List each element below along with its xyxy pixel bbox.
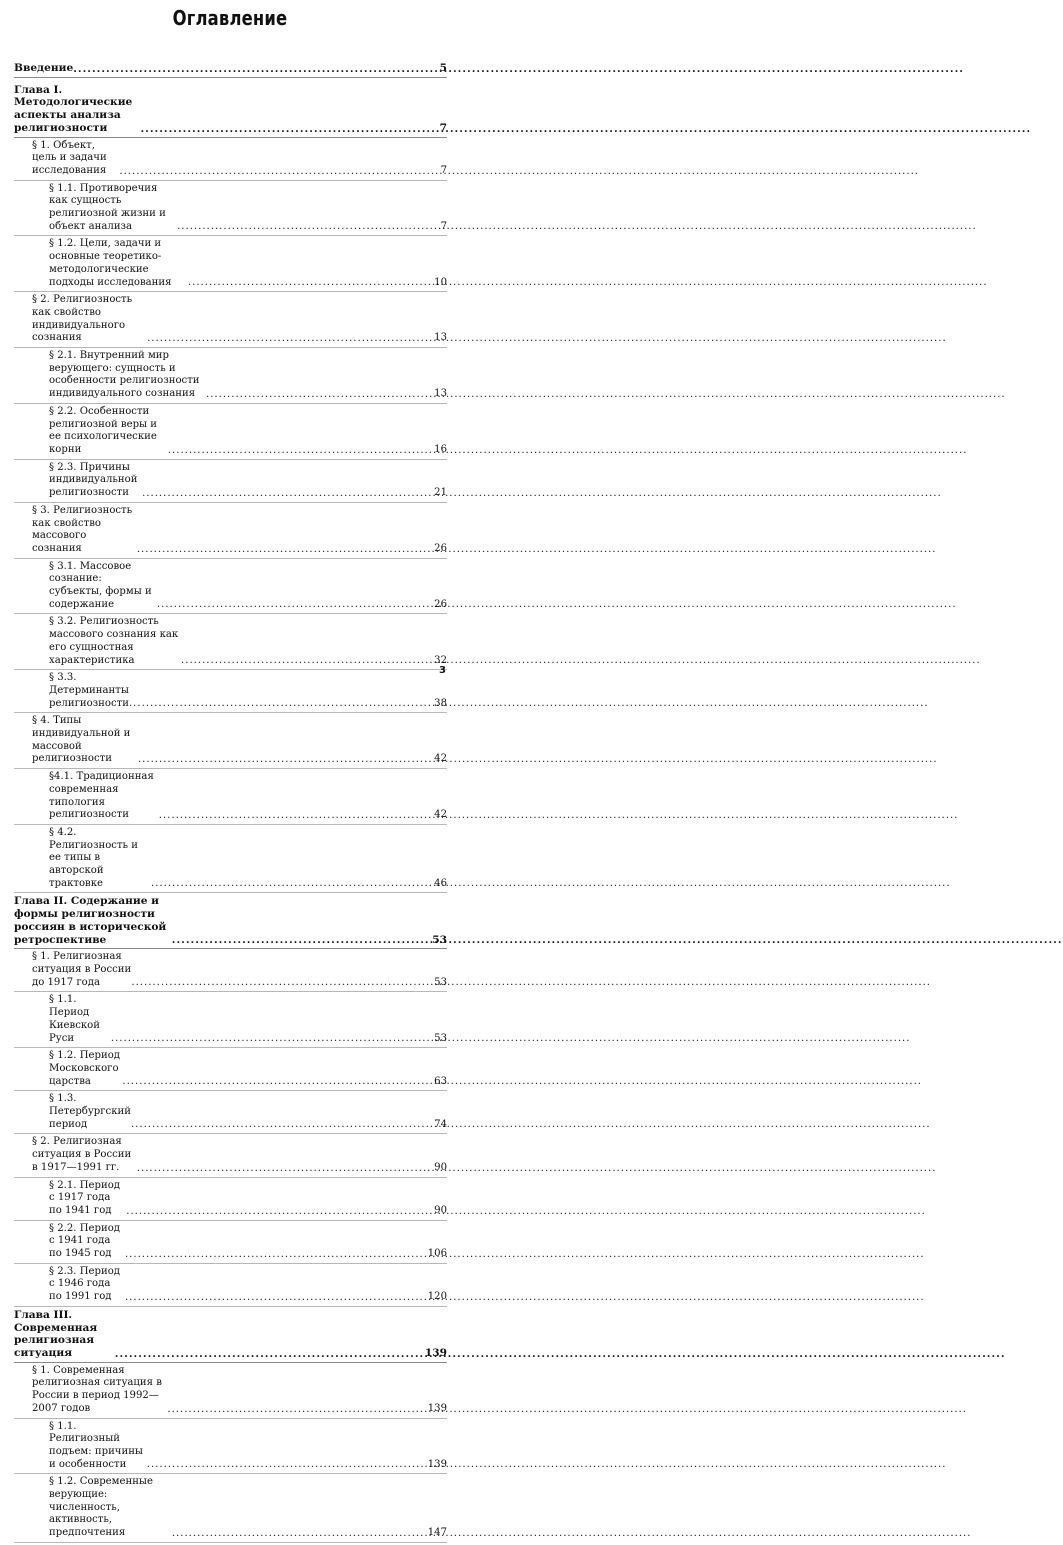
toc-section-entry[interactable] [14, 715, 447, 769]
toc-subsection-entry[interactable] [14, 1093, 447, 1134]
toc-leader-dots [142, 488, 433, 500]
toc-entry-title: § 1.3. Петербургский период [49, 1093, 131, 1130]
toc-leader-dots [167, 1404, 426, 1416]
toc-subsection-entry[interactable] [14, 827, 447, 894]
toc-leader-dots [125, 1292, 427, 1304]
toc-entry-page: 32 [434, 654, 447, 666]
toc-leader-dots [168, 445, 433, 457]
toc-entry-page: 42 [434, 809, 447, 821]
toc-entry-page: 53 [434, 1032, 447, 1044]
toc-entry-page: 5 [439, 62, 447, 74]
toc-leader-dots [119, 166, 439, 178]
table-of-contents [14, 62, 447, 1545]
toc-subsection-entry[interactable] [14, 1223, 447, 1264]
toc-leader-dots [129, 698, 433, 710]
toc-section-entry[interactable] [14, 294, 447, 348]
toc-subsection-entry[interactable] [14, 406, 447, 460]
toc-subsection-entry[interactable] [14, 561, 447, 615]
toc-subsection-entry[interactable] [14, 1266, 447, 1307]
toc-entry-page: 53 [432, 933, 447, 946]
toc-entry-title: § 2.2. Период с 1941 года по 1945 год [49, 1222, 120, 1260]
toc-leader-dots [115, 1348, 424, 1360]
toc-chapter-entry[interactable] [14, 895, 447, 949]
toc-entry-title: § 2.3. Причины индивидуальной религиозности [49, 461, 138, 499]
toc-entry-page: 21 [434, 487, 447, 499]
toc-entry-title: § 2. Религиозная ситуация в России в 1917—1991 гг. [32, 1136, 132, 1173]
toc-leader-dots [137, 544, 433, 556]
toc-entry-title: § 3.1. Массовое сознание: субъекты, формы и содержание [49, 560, 152, 610]
toc-leader-dots [126, 1206, 433, 1218]
toc-entry-page: 147 [427, 1527, 447, 1539]
toc-leader-dots [147, 333, 433, 345]
toc-entry-title: § 1.2. Цели, задачи и основные теоретико-методологические подходы исследования [49, 238, 172, 288]
toc-entry-page: 139 [424, 1346, 447, 1359]
toc-entry-page: 120 [427, 1291, 447, 1303]
toc-entry-page: 26 [434, 542, 447, 554]
toc-entry-title: § 3.2. Религиозность массового сознания как его сущностная характеристика [49, 616, 179, 666]
toc-subsection-entry[interactable] [14, 1180, 447, 1221]
toc-subsection-entry[interactable] [14, 183, 447, 237]
toc-entry-title: § 3.3. Детерминанты религиозности [49, 672, 129, 709]
page-title: Оглавление [172, 6, 288, 30]
toc-leader-dots [151, 878, 433, 890]
toc-entry-page: 7 [440, 164, 447, 176]
toc-subsection-entry[interactable] [14, 462, 447, 503]
toc-entry-page: 74 [434, 1118, 447, 1130]
toc-entry-page: 26 [434, 598, 447, 610]
toc-entry-title: § 3. Религиозность как свойство массового сознания [32, 504, 133, 554]
toc-leader-dots [73, 63, 438, 75]
toc-subsection-entry[interactable] [14, 1476, 447, 1543]
toc-entry-title: § 2.2. Особенности религиозной веры и ее психологические корни [49, 405, 158, 455]
toc-entry-page: 90 [434, 1204, 447, 1216]
toc-section-entry[interactable] [14, 505, 447, 559]
toc-entry-title: § 1.2. Современные верующие: численность, активность, предпочтения [49, 1476, 153, 1539]
toc-entry-title: § 1. Объект, цель и задачи исследования [32, 139, 107, 176]
toc-chapter-entry[interactable] [14, 84, 447, 138]
toc-section-entry[interactable] [14, 951, 447, 992]
toc-subsection-entry[interactable] [14, 1050, 447, 1091]
toc-leader-dots [157, 599, 433, 611]
toc-entry-page: 42 [434, 753, 447, 765]
toc-subsection-entry[interactable] [14, 1421, 447, 1475]
toc-leader-dots [125, 1249, 427, 1261]
toc-leader-dots [172, 934, 431, 946]
toc-leader-dots [138, 754, 433, 766]
toc-leader-dots [137, 1163, 433, 1175]
toc-entry-title: § 2.1. Внутренний мир верующего: сущность и особенности религиозности индивидуального сознания [49, 350, 200, 400]
toc-subsection-entry[interactable] [14, 771, 447, 825]
toc-leader-dots [159, 810, 433, 822]
toc-subsection-entry[interactable] [14, 994, 447, 1048]
toc-leader-dots [177, 221, 439, 233]
toc-chapter-entry[interactable] [14, 62, 447, 78]
toc-entry-page: 46 [434, 877, 447, 889]
toc-entry-title: Глава III. Современная религиозная ситуация [14, 1308, 98, 1359]
toc-leader-dots [172, 1528, 427, 1540]
toc-section-entry[interactable] [14, 1136, 447, 1177]
toc-entry-title: § 2.1. Период с 1917 года по 1941 год [49, 1179, 120, 1216]
toc-entry-page: 106 [427, 1248, 447, 1260]
toc-entry-page: 7 [439, 121, 447, 134]
toc-section-entry[interactable] [14, 1365, 447, 1419]
toc-entry-page: 139 [427, 1402, 447, 1414]
toc-subsection-entry[interactable] [14, 616, 447, 670]
toc-entry-title: § 1. Религиозная ситуация в России до 1917 года [32, 951, 132, 988]
toc-entry-title: § 4. Типы индивидуальной и массовой религиозности [32, 715, 131, 765]
page-number: 3 [439, 665, 446, 676]
toc-subsection-entry[interactable] [14, 238, 447, 292]
toc-leader-dots [140, 123, 438, 135]
toc-leader-dots [147, 1459, 427, 1471]
toc-entry-title: Введение [14, 62, 74, 74]
toc-entry-page: 7 [440, 220, 447, 232]
toc-leader-dots [111, 1033, 433, 1045]
toc-entry-page: 13 [434, 388, 447, 400]
toc-leader-dots [122, 1076, 433, 1088]
toc-chapter-entry[interactable] [14, 1309, 447, 1363]
toc-entry-title: § 1. Современная религиозная ситуация в России в период 1992— 2007 годов [32, 1364, 162, 1414]
toc-leader-dots [131, 977, 433, 989]
toc-entry-page: 53 [434, 976, 447, 988]
toc-entry-title: § 2. Религиозность как свойство индивидуального сознания [32, 294, 133, 344]
toc-entry-title: §4.1. Традиционная современная типология религиозности [49, 771, 154, 821]
toc-section-entry[interactable] [14, 140, 447, 181]
toc-leader-dots [206, 389, 433, 401]
toc-entry-page: 13 [434, 332, 447, 344]
toc-subsection-entry[interactable] [14, 672, 447, 713]
toc-entry-title: Глава II. Содержание и формы религиозности россиян в исторической ретроспективе [14, 895, 167, 946]
toc-entry-page: 16 [434, 443, 447, 455]
toc-subsection-entry[interactable] [14, 350, 447, 404]
toc-entry-title: § 1.1. Период Киевской Руси [49, 994, 100, 1044]
toc-entry-page: 10 [434, 276, 447, 288]
toc-entry-title: § 1.2. Период Московского царства [49, 1050, 120, 1087]
toc-leader-dots [181, 655, 433, 667]
toc-entry-page: 63 [434, 1075, 447, 1087]
toc-entry-title: § 2.3. Период с 1946 года по 1991 год [49, 1265, 120, 1303]
toc-entry-page: 38 [434, 697, 447, 709]
toc-leader-dots [131, 1119, 433, 1131]
toc-entry-title: § 1.1. Религиозный подъем: причины и особенности [49, 1420, 143, 1470]
toc-entry-title: § 1.1. Противоречия как сущность религиозной жизни и объект анализа [49, 182, 166, 232]
toc-entry-page: 139 [427, 1458, 447, 1470]
toc-entry-title: § 4.2. Религиозность и ее типы в авторской трактовке [49, 826, 138, 889]
toc-leader-dots [188, 277, 433, 289]
toc-entry-page: 90 [434, 1161, 447, 1173]
toc-entry-title: Глава I. Методологические аспекты анализа религиозности [14, 83, 133, 134]
